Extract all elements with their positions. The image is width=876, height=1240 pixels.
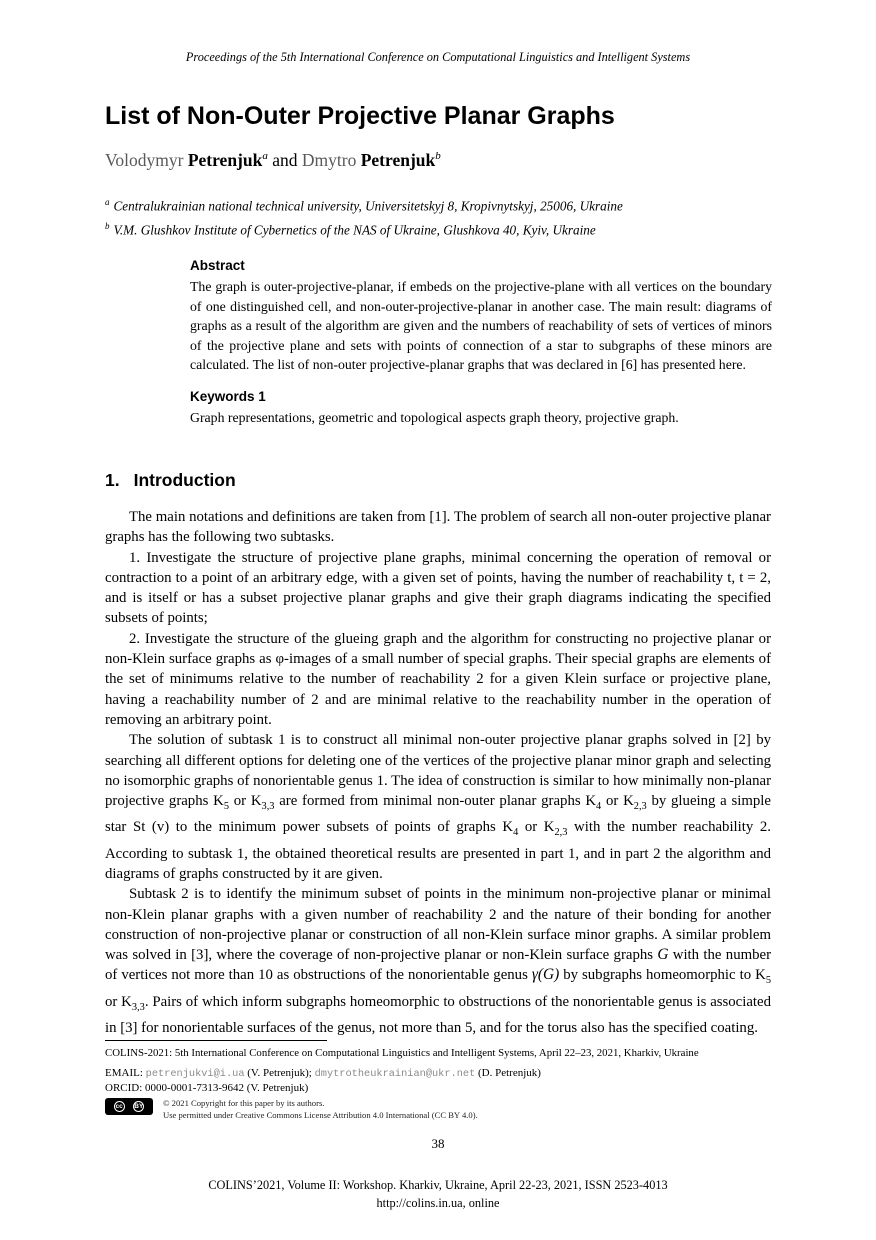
- footnote-rule: [105, 1040, 327, 1041]
- email-owner-2: (D. Petrenjuk): [478, 1067, 541, 1079]
- author-affiliation-marker: a: [262, 150, 268, 163]
- keywords-heading: Keywords 1: [190, 388, 266, 404]
- email-label: EMAIL:: [105, 1067, 143, 1079]
- intro-paragraph: The main notations and definitions are taken from [1]. The problem of search all non-outer projective planar graphs has the following two subtasks.: [105, 509, 771, 546]
- copyright-text: [163, 1098, 478, 1121]
- license-row: [105, 1098, 771, 1121]
- section-title: Introduction: [133, 470, 236, 490]
- email-address-2: dmytrotheukrainian@ukr.net: [314, 1068, 476, 1080]
- author-first-name: Dmytro: [301, 150, 357, 170]
- email-owner-1: (V. Petrenjuk);: [247, 1067, 312, 1079]
- author-last-name: Petrenjuk: [187, 150, 263, 170]
- intro-paragraph: 2. Investigate the structure of the glueing graph and the algorithm for constructing no projective planar or non-Klein surface graphs as φ-images of a small number of special graphs. Their special graphs are elements of the set of minimums relative to the number of reachability 2 for a given Klein surface or projective plane, having a reachability number of 2 and are minimal relative to the reachability number in the operation of removing an arbitrary point.: [105, 630, 771, 728]
- author-affiliation-marker: b: [435, 150, 441, 163]
- copyright-line-1: © 2021 Copyright for this paper by its authors.: [163, 1098, 325, 1108]
- affiliations: [105, 192, 771, 241]
- affiliation-line: [105, 192, 771, 216]
- affiliation-text: V.M. Glushkov Institute of Cybernetics of the NAS of Ukraine, Glushkova 40, Kyiv, Ukraine: [113, 222, 596, 238]
- page-number: 38: [431, 1136, 445, 1151]
- running-head: Proceedings of the 5th International Conference on Computational Linguistics and Intelligent Systems: [185, 50, 691, 64]
- abstract-heading: Abstract: [190, 258, 245, 273]
- email-address-1: petrenjukvi@i.ua: [145, 1068, 245, 1080]
- section-number: 1.: [105, 470, 120, 490]
- intro-paragraph: The solution of subtask 1 is to construct all minimal non-outer projective planar graphs solved in [2] by searching all different options for deleting one of the vertices of the projective planar minor graph and selecting no isomorphic graphs of nonorientable genus 1. The idea of construction is similar to how minimally non-planar projective graphs $K_5$ or $K_{3,3}$ are formed from minimal non-outer planar graphs $K_4$ or $K_{2,3}$ by glueing a simple star St (v) to the minimum power subsets of points of graphs $K_4$ or $K_{2,3}$ with the number reachability 2. According to subtask 1, the obtained theoretical results are presented in part 1, and in part 2 the algorithm and diagrams of graphs constructed by it are given.: [105, 732, 771, 882]
- author-first-name: Volodymyr: [105, 150, 184, 170]
- cc-icon: cc: [115, 1103, 123, 1110]
- footer-line-2: http://colins.in.ua, online: [376, 1195, 500, 1210]
- conference-note: COLINS-2021: 5th International Conference on Computational Linguistics and Intelligent Systems, April 22–23, 2021, Kharkiv, Ukraine: [105, 1047, 699, 1059]
- intro-paragraph: 1. Investigate the structure of projective plane graphs, minimal concerning the operation of removal or contraction to a point of an arbitrary edge, with a given set of points, having the number of reachability t, t = 2, and is itself or has a subset projective planar graphs and give their graph diagrams indicating the specified subsets of points;: [105, 549, 771, 627]
- email-line: [105, 1067, 771, 1080]
- abstract-block: [190, 258, 772, 428]
- keywords-body: Graph representations, geometric and topological aspects graph theory, projective graph.: [190, 409, 679, 425]
- author-line: [105, 150, 771, 171]
- bottom-footer: [0, 1177, 876, 1212]
- affiliation-marker: b: [105, 221, 110, 232]
- cc-license-badge: [105, 1098, 153, 1115]
- orcid-line: ORCID: 0000-0001-7313-9642 (V. Petrenjuk): [105, 1082, 309, 1094]
- affiliation-marker: a: [105, 197, 110, 207]
- by-person-icon: BY: [134, 1103, 144, 1110]
- author-last-name: Petrenjuk: [360, 150, 436, 170]
- abstract-body: The graph is outer-projective-planar, if embeds on the projective-plane with all vertices on the boundary of one distinguished cell, and non-outer-projective-planar in another case. The main result: diagrams of graphs as a result of the algorithm are given and the numbers of reachability of sets of vertices of minors of the projective plane and sets with points of connection of a star to subgraphs of these minors are calculated. The list of non-outer projective-planar graphs that was declared in [6] has presented here.: [190, 279, 772, 373]
- paper-title: List of Non-Outer Projective Planar Graphs: [105, 102, 615, 130]
- and-connector: and: [272, 150, 298, 170]
- footnote-block: [105, 1040, 771, 1121]
- affiliation-text: Centralukrainian national technical university, Universitetskyj 8, Kropivnytskyj, 25006, Ukraine: [113, 198, 623, 214]
- intro-paragraph: Subtask 2 is to identify the minimum subset of points in the minimum non-projective planar or minimal non-Klein planar graphs with a given number of reachability 2 and the nature of their bonding for another construction of non-projective planar or construction of all non-Klein surface minor graphs. A similar problem was solved in [3], where the coverage of non-projective planar or non-Klein surface graphs G with the number of vertices not more than 10 as obstructions of the nonorientable genus γ(G) by subgraphs homeomorphic to $K_5$ or $K_{3,3}$. Pairs of which inform subgraphs homeomorphic to obstructions of the nonorientable genus is associated in [3] for nonorientable surfaces of the genus, not more than 5, and for the torus also has the specified coating.: [105, 886, 771, 1036]
- section-heading-introduction: [105, 470, 236, 491]
- copyright-line-2: Use permitted under Creative Commons License Attribution 4.0 International (CC BY 4.0).: [163, 1109, 478, 1120]
- footer-line-1: COLINS’2021, Volume II: Workshop. Kharkiv, Ukraine, April 22-23, 2021, ISSN 2523-4013: [208, 1178, 668, 1192]
- affiliation-line: [105, 216, 771, 240]
- introduction-body: [105, 507, 771, 1038]
